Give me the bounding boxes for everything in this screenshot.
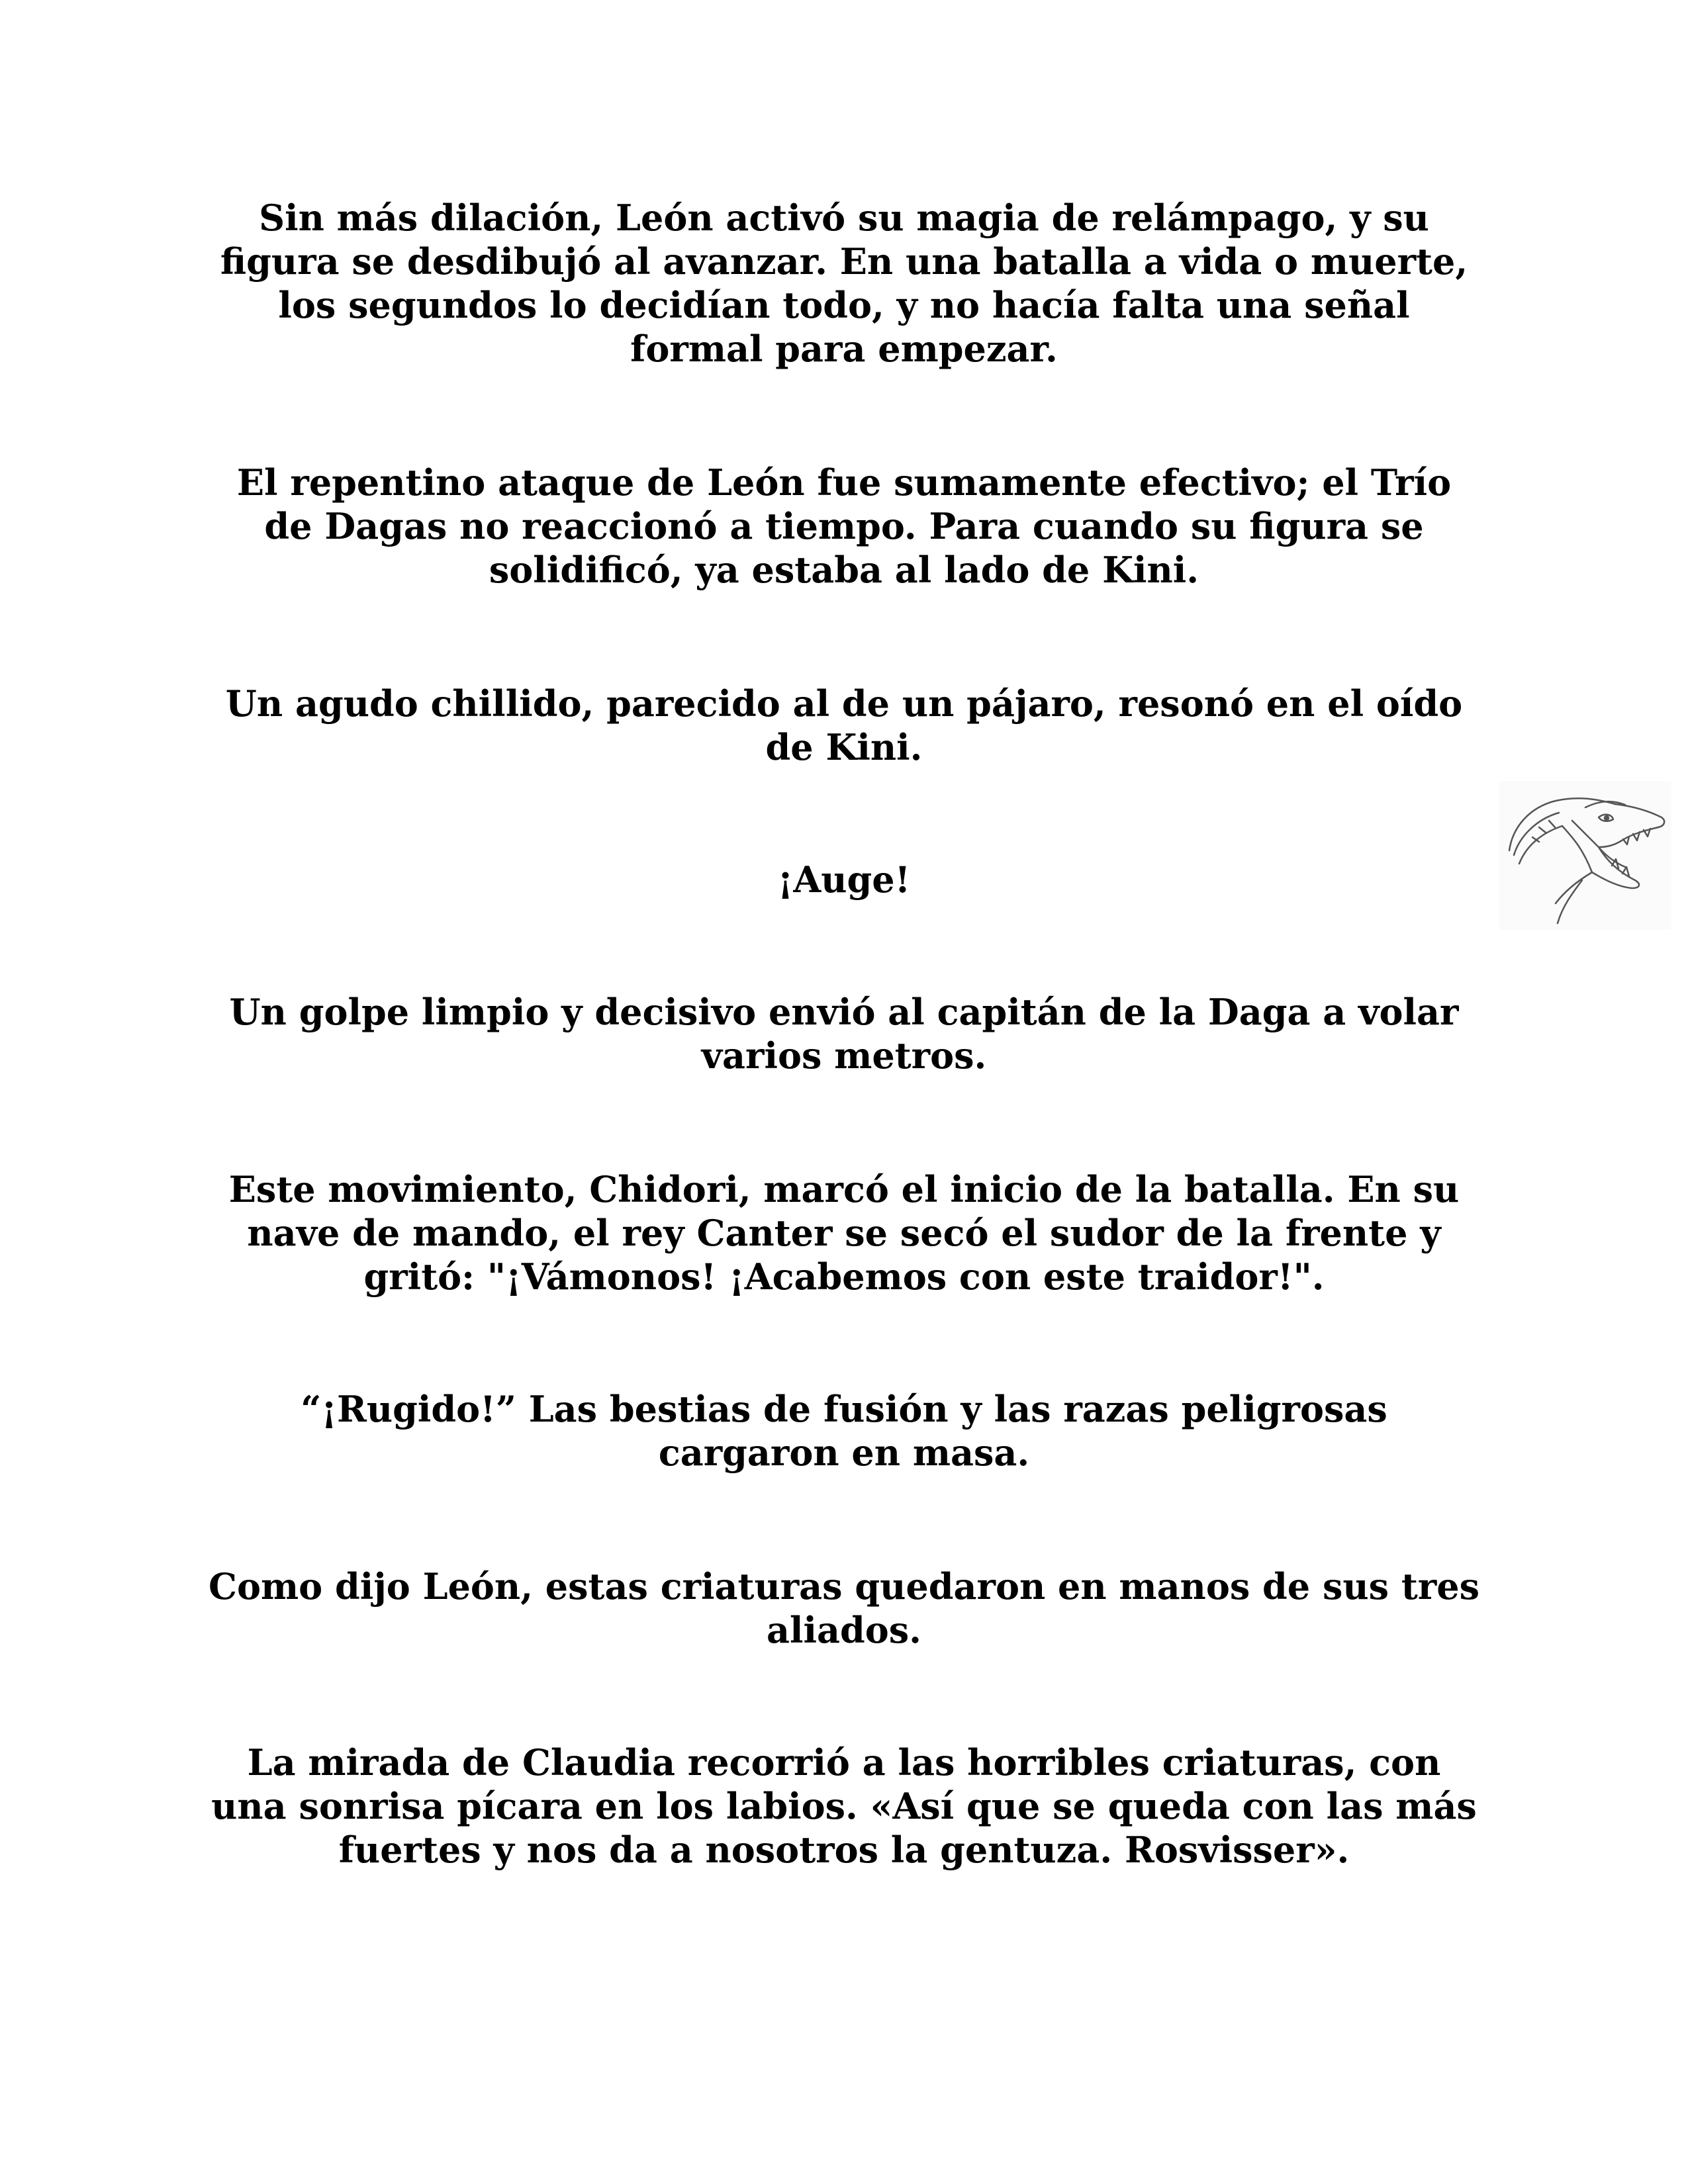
paragraph-4 xyxy=(0,858,1688,901)
paragraph-line: Este movimiento, Chidori, marcó el inicio de la batalla. En su xyxy=(228,1168,1460,1210)
paragraph-line: una sonrisa pícara en los labios. «Así que se queda con las más xyxy=(211,1785,1477,1827)
paragraph-line: Un golpe limpio y decisivo envió al capitán de la Daga a volar xyxy=(229,991,1459,1033)
paragraph-1 xyxy=(0,196,1688,371)
paragraph-line: Como dijo León, estas criaturas quedaron en manos de sus tres xyxy=(209,1565,1479,1608)
paragraph-8 xyxy=(0,1565,1688,1652)
paragraph-line: Un agudo chillido, parecido al de un pájaro, resonó en el oído xyxy=(225,682,1463,725)
paragraph-line: La mirada de Claudia recorrió a las horribles criaturas, con xyxy=(247,1741,1441,1784)
paragraph-3 xyxy=(0,682,1688,769)
paragraph-line: ¡Auge! xyxy=(777,858,911,901)
paragraph-line: de Kini. xyxy=(765,726,923,768)
paragraph-2 xyxy=(0,461,1688,592)
paragraph-line: de Dagas no reaccionó a tiempo. Para cuando su figura se xyxy=(264,505,1424,547)
paragraph-line: fuertes y nos da a nosotros la gentuza. Rosvisser». xyxy=(338,1829,1350,1871)
paragraph-line: los segundos lo decidían todo, y no hacía falta una señal xyxy=(278,284,1410,326)
paragraph-line: aliados. xyxy=(767,1609,921,1651)
dinosaur-head-sketch-icon xyxy=(1499,781,1671,930)
paragraph-line: formal para empezar. xyxy=(630,328,1058,370)
paragraph-line: El repentino ataque de León fue sumamente efectivo; el Trío xyxy=(236,461,1452,504)
paragraph-line: Sin más dilación, León activó su magia de relámpago, y su xyxy=(259,197,1429,239)
paragraph-9 xyxy=(0,1741,1688,1872)
paragraph-line: varios metros. xyxy=(701,1034,987,1077)
paragraph-line: figura se desdibujó al avanzar. En una batalla a vida o muerte, xyxy=(220,240,1468,283)
paragraph-line: cargaron en masa. xyxy=(658,1432,1030,1474)
paragraph-line: “¡Rugido!” Las bestias de fusión y las razas peligrosas xyxy=(301,1388,1387,1430)
paragraph-line: solidificó, ya estaba al lado de Kini. xyxy=(489,549,1199,591)
paragraph-6 xyxy=(0,1167,1688,1298)
paragraph-5 xyxy=(0,990,1688,1077)
paragraph-line: nave de mando, el rey Canter se secó el sudor de la frente y xyxy=(247,1212,1441,1254)
paragraph-line: gritó: "¡Vámonos! ¡Acabemos con este traidor!". xyxy=(363,1255,1325,1298)
paragraph-7 xyxy=(0,1387,1688,1475)
